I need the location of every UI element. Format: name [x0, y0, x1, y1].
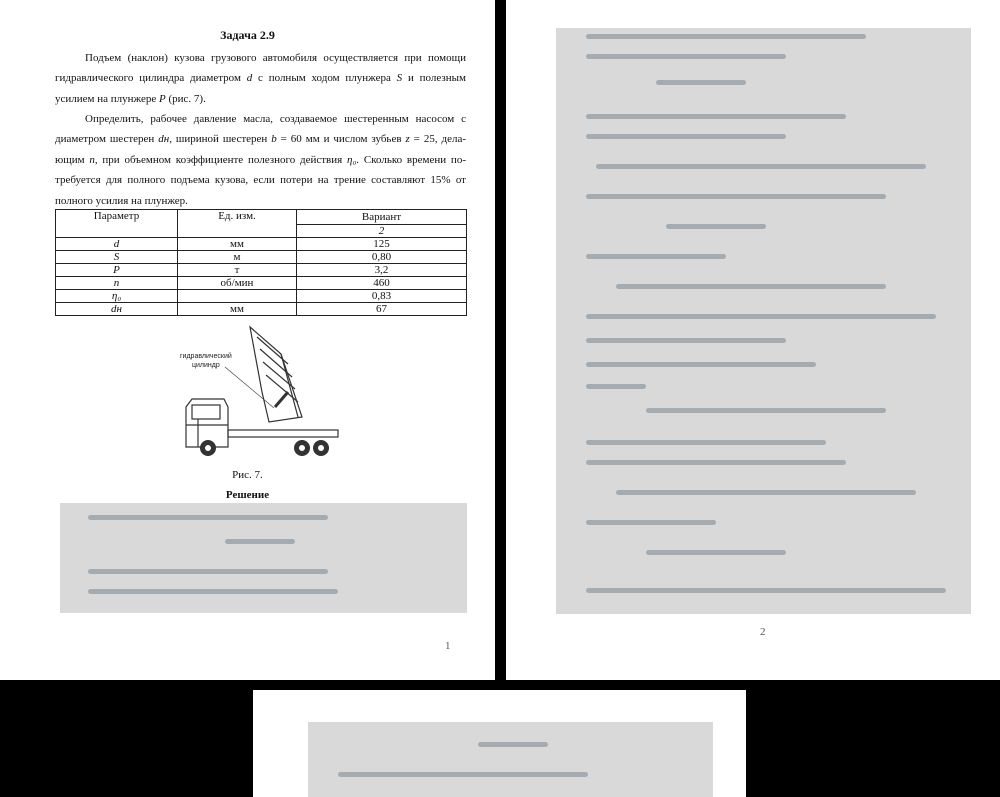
header-unit: Ед. изм. — [178, 210, 297, 238]
problem-title: Задача 2.9 — [220, 28, 275, 42]
header-variant-number: 2 — [297, 225, 467, 238]
table-row — [56, 251, 467, 264]
table-cell-unit — [178, 290, 297, 303]
dump-truck-figure — [178, 322, 368, 464]
page-number: 1 — [445, 640, 451, 652]
table-cell-param: d — [56, 238, 178, 251]
table-cell-param: dн — [56, 303, 178, 316]
document-page-1 — [0, 0, 495, 680]
table-row — [56, 264, 467, 277]
problem-paragraph-2: Определить, рабочее давление масла, создаваемое шестеренным насосом с диаметром шестерен dн, шириной шестерен b = 60 мм и числом зубьев z = 25, дела-ющим n, при объемном коэффициенте полезного действия η₀. Сколько времени по-требуется для полного подъема кузова, если потери на трение составляют 15% от полного усилия на плунжер. — [55, 113, 467, 207]
table-cell-param: P — [56, 264, 178, 277]
table-cell-unit: м — [178, 251, 297, 264]
obscured-page-content — [308, 722, 713, 797]
document-page-3 — [253, 690, 746, 797]
header-variant: Вариант — [297, 210, 467, 225]
obscured-page-content — [556, 28, 971, 614]
table-cell-value: 0,83 — [297, 290, 467, 303]
problem-paragraph-1: Подъем (наклон) кузова грузового автомобиля осуществляется при помощи гидравлического цилиндра диаметром d с полным ходом плунжера S и полезным усилием на плунжере P (рис. 7). — [55, 52, 466, 105]
table-cell-param: n — [56, 277, 178, 290]
table-cell-value: 3,2 — [297, 264, 467, 277]
table-cell-param: S — [56, 251, 178, 264]
table-cell-value: 67 — [297, 303, 467, 316]
parameters-table — [55, 209, 467, 316]
figure-label-line-2: цилиндр — [192, 362, 220, 369]
table-cell-unit: об/мин — [178, 277, 297, 290]
table-cell-unit: мм — [178, 238, 297, 251]
table-cell-value: 125 — [297, 238, 467, 251]
hydraulic-cylinder — [275, 392, 288, 407]
solution-heading: Решение — [225, 489, 270, 501]
truck-wheels — [200, 440, 329, 456]
figure-label-line-1: гидравлический — [180, 353, 232, 360]
table-cell-unit: т — [178, 264, 297, 277]
table-row — [56, 277, 467, 290]
table-row — [56, 238, 467, 251]
table-cell-param: η₀ — [56, 290, 178, 303]
figure-caption: Рис. 7. — [232, 469, 263, 481]
page-number: 2 — [760, 626, 766, 638]
table-cell-value: 460 — [297, 277, 467, 290]
table-row — [56, 303, 467, 316]
header-parameter: Параметр — [56, 210, 178, 238]
table-header-row — [56, 210, 467, 225]
document-page-2 — [506, 0, 1000, 680]
table-cell-value: 0,80 — [297, 251, 467, 264]
table-cell-unit: мм — [178, 303, 297, 316]
table-row — [56, 290, 467, 303]
obscured-solution-region — [60, 503, 467, 613]
